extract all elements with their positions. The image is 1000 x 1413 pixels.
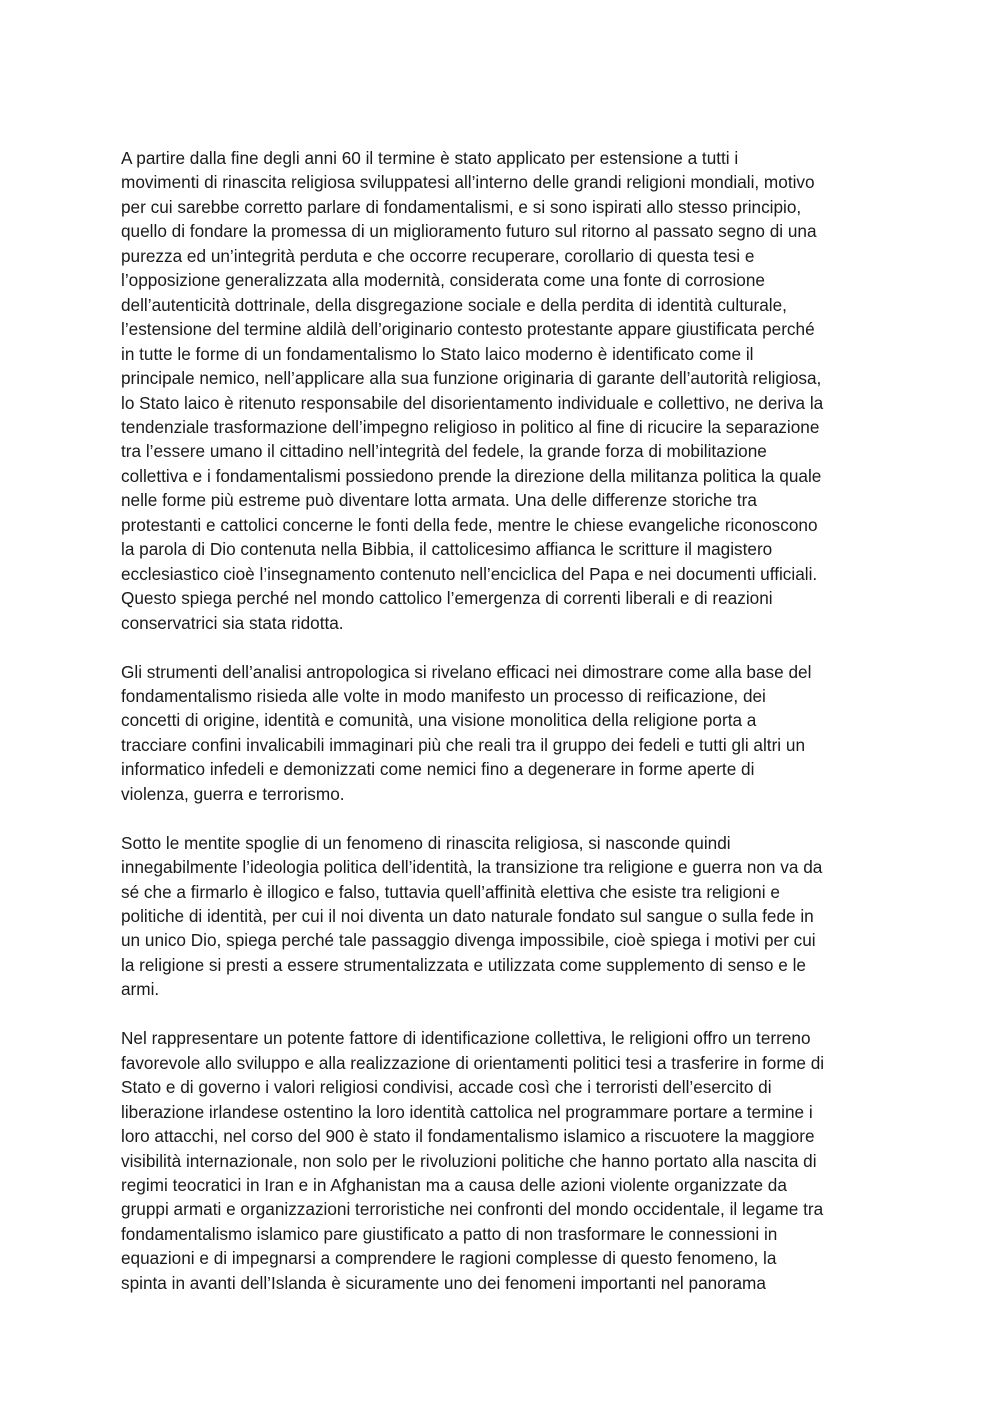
text-line: un unico Dio, spiega perché tale passaggio divenga impossibile, cioè spiega i motivi per cui (121, 930, 816, 951)
text-line: politiche di identità, per cui il noi diventa un dato naturale fondato sul sangue o sulla fede in (121, 906, 814, 927)
text-line: Stato e di governo i valori religiosi condivisi, accade così che i terroristi dell’esercito di (121, 1077, 772, 1098)
text-line: ecclesiastico cioè l’insegnamento contenuto nell’enciclica del Papa e nei documenti ufficiali. (121, 563, 818, 584)
text-line: la parola di Dio contenuta nella Bibbia, il cattolicesimo affianca le scritture il magistero (121, 539, 773, 560)
text-line: informatico infedeli e demonizzati come nemici fino a degenerare in forme aperte di (121, 759, 755, 780)
text-line: equazioni e di impegnarsi a comprendere le ragioni complesse di questo fenomeno, la (121, 1248, 777, 1269)
text-line: l’estensione del termine aldilà dell’originario contesto protestante appare giustificata perché (121, 319, 815, 340)
text-line: tracciare confini invalicabili immaginari più che reali tra il gruppo dei fedeli e tutti gli altri un (121, 734, 806, 755)
paragraph (121, 660, 881, 807)
text-line: spinta in avanti dell’Islanda è sicuramente uno dei fenomeni importanti nel panorama (121, 1272, 766, 1293)
text-line: quello di fondare la promessa di un miglioramento futuro sul ritorno al passato segno di una (121, 221, 817, 242)
text-line: protestanti e cattolici concerne le fonti della fede, mentre le chiese evangeliche riconoscono (121, 514, 818, 535)
text-line: liberazione irlandese ostentino la loro identità cattolica nel programmare portare a termine i (121, 1101, 813, 1122)
paragraph (121, 146, 881, 635)
text-line: lo Stato laico è ritenuto responsabile del disorientamento individuale e collettivo, ne deriva la (121, 392, 824, 413)
text-line: la religione si presti a essere strumentalizzata e utilizzata come supplemento di senso e le (121, 954, 806, 975)
text-line: collettiva e i fondamentalismi possiedono prende la direzione della militanza politica la quale (121, 465, 822, 486)
text-line: visibilità internazionale, non solo per le rivoluzioni politiche che hanno portato alla nascita di (121, 1150, 817, 1171)
text-line: movimenti di rinascita religiosa sviluppatesi all’interno delle grandi religioni mondiali, motivo (121, 172, 815, 193)
text-line: Nel rappresentare un potente fattore di identificazione collettiva, le religioni offro un terreno (121, 1028, 811, 1049)
text-line: A partire dalla fine degli anni 60 il termine è stato applicato per estensione a tutti i (121, 148, 739, 168)
text-line: conservatrici sia stata ridotta. (121, 612, 344, 633)
text-line: favorevole allo sviluppo e alla realizzazione di orientamenti politici tesi a trasferire in forme di (121, 1052, 825, 1073)
text-line: Questo spiega perché nel mondo cattolico l’emergenza di correnti liberali e di reazioni (121, 588, 773, 609)
text-line: in tutte le forme di un fondamentalismo lo Stato laico moderno è identificato come il (121, 343, 754, 364)
text-line: fondamentalismo risieda alle volte in modo manifesto un processo di reificazione, dei (121, 685, 766, 706)
text-line: armi. (121, 979, 160, 1000)
text-line: tra l’essere umano il cittadino nell’integrità del fedele, la grande forza di mobilitazione (121, 441, 767, 462)
text-line: loro attacchi, nel corso del 900 è stato il fondamentalismo islamico a riscuotere la maggiore (121, 1126, 815, 1147)
text-line: purezza ed un’integrità perduta e che occorre recuperare, corollario di questa tesi e (121, 245, 755, 266)
text-line: gruppi armati e organizzazioni terroristiche nei confronti del mondo occidentale, il legame tra (121, 1199, 824, 1220)
text-line: Sotto le mentite spoglie di un fenomeno di rinascita religiosa, si nasconde quindi (121, 832, 731, 853)
text-line: sé che a firmarlo è illogico e falso, tuttavia quell’affinità elettiva che esiste tra religioni e (121, 881, 780, 902)
paragraph (121, 1026, 881, 1295)
text-line: per cui sarebbe corretto parlare di fondamentalismi, e si sono ispirati allo stesso principio, (121, 196, 802, 217)
text-line: nelle forme più estreme può diventare lotta armata. Una delle differenze storiche tra (121, 490, 757, 511)
text-line: dell’autenticità dottrinale, della disgregazione sociale e della perdita di identità culturale, (121, 294, 787, 315)
text-line: violenza, guerra e terrorismo. (121, 783, 345, 804)
text-line: l’opposizione generalizzata alla modernità, considerata come una fonte di corrosione (121, 270, 765, 291)
text-line: principale nemico, nell’applicare alla sua funzione originaria di garante dell’autorità religiosa, (121, 368, 822, 389)
document-body (121, 146, 881, 1320)
text-line: tendenziale trasformazione dell’impegno religioso in politico al fine di ricucire la separazione (121, 416, 820, 437)
text-line: innegabilmente l’ideologia politica dell’identità, la transizione tra religione e guerra non va da (121, 857, 823, 878)
text-line: Gli strumenti dell’analisi antropologica si rivelano efficaci nei dimostrare come alla base del (121, 661, 812, 682)
paragraph (121, 831, 881, 1002)
text-line: concetti di origine, identità e comunità, una visione monolitica della religione porta a (121, 710, 757, 731)
text-line: regimi teocratici in Iran e in Afghanistan ma a causa delle azioni violente organizzate da (121, 1174, 787, 1195)
text-line: fondamentalismo islamico pare giustificato a patto di non trasformare le connessioni in (121, 1223, 778, 1244)
